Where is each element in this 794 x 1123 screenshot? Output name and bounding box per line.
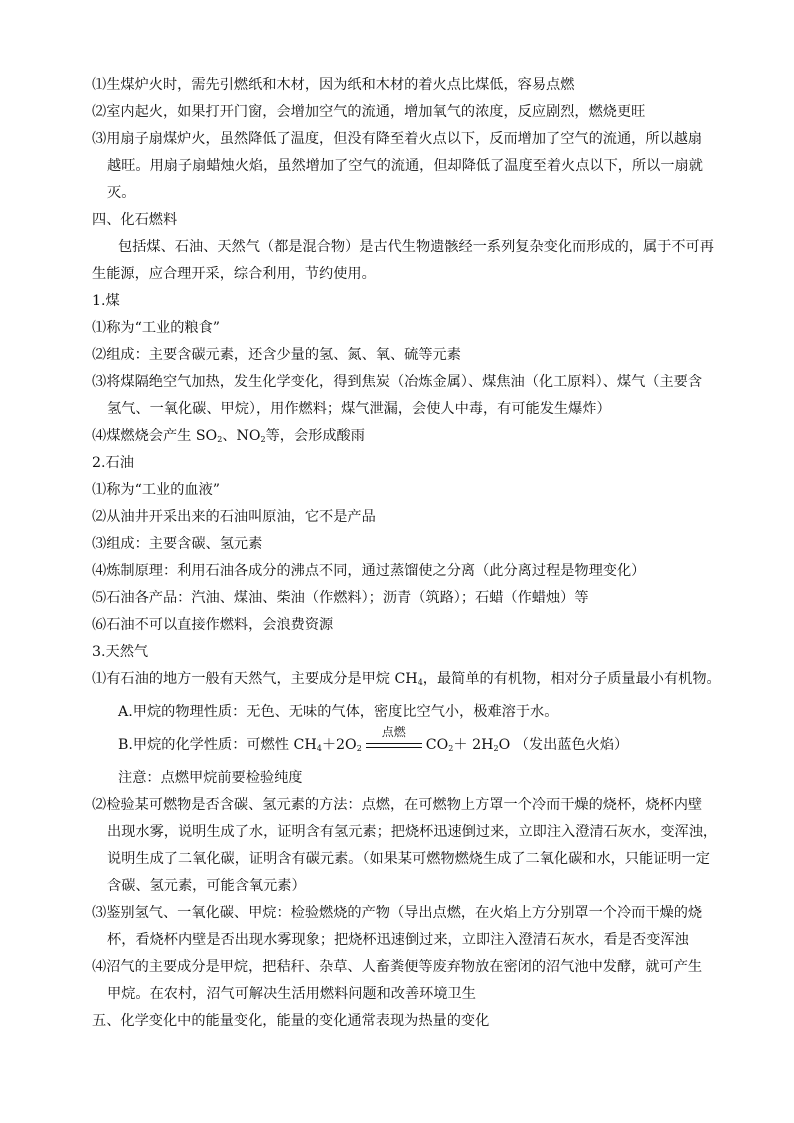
paragraph-line: ⑶组成：主要含碳、氢元素	[92, 536, 263, 552]
paragraph-line: 灭。	[107, 185, 136, 201]
subsection-heading: 3.天然气	[92, 644, 149, 660]
paragraph-line: 出现水雾，说明生成了水，证明含有氢元素；把烧杯迅速倒过来，立即注入澄清石灰水，变浑浊，	[107, 824, 718, 840]
paragraph-line: ⑷煤燃烧会产生 $SO_2$、$NO_2$等，会形成酸雨	[92, 428, 365, 444]
paragraph-line: ⑷沼气的主要成分是甲烷，把秸秆、杂草、人畜粪便等废弃物放在密闭的沼气池中发酵，就可产生	[92, 959, 703, 975]
paragraph-line: ⑴称为“工业的血液”	[92, 482, 221, 498]
paragraph-line: ⑷炼制原理：利用石油各成分的沸点不同，通过蒸馏使之分离（此分离过程是物理变化）	[92, 563, 646, 579]
chemical-equation-line: B.甲烷的化学性质：可燃性 $CH_4+2O_2$ 点燃 $CO_2+ 2H_2O$ （发出蓝色火焰）	[118, 725, 629, 753]
paragraph-line: 生能源，应合理开采，综合利用，节约使用。	[92, 266, 376, 282]
paragraph-line: 甲烷。在农村，沼气可解决生活用燃料问题和改善环境卫生	[107, 986, 476, 1002]
subsection-heading: 2.石油	[92, 455, 134, 471]
paragraph-line: A.甲烷的物理性质：无色、无味的气体，密度比空气小，极难溶于水。	[118, 704, 559, 720]
paragraph-line: ⑵检验某可燃物是否含碳、氢元素的方法：点燃，在可燃物上方罩一个冷而干燥的烧杯，烧杯内壁	[92, 797, 703, 813]
reaction-condition-arrow: 点燃	[366, 738, 422, 752]
paragraph-line: ⑵组成：主要含碳元素，还含少量的氢、氮、氧、硫等元素	[92, 347, 461, 363]
paragraph-line: ⑴生煤炉火时，需先引燃纸和木材，因为纸和木材的着火点比煤低，容易点燃	[92, 77, 575, 93]
paragraph-line: ⑸石油各产品：汽油、煤油、柴油（作燃料）；沥青（筑路）；石蜡（作蜡烛）等	[92, 590, 589, 606]
paragraph-line: ⑵从油井开采出来的石油叫原油，它不是产品	[92, 509, 376, 525]
paragraph-line: 含碳、氢元素，可能含氧元素）	[107, 878, 306, 894]
paragraph-line: 说明生成了二氧化碳，证明含有碳元素。（如果某可燃物燃烧生成了二氧化碳和水，只能证明一定	[107, 851, 710, 867]
paragraph-line: ⑶鉴别氢气、一氧化碳、甲烷：检验燃烧的产物（导出点燃，在火焰上方分别罩一个冷而干燥的烧	[92, 905, 703, 921]
paragraph-line: 包括煤、石油、天然气（都是混合物）是古代生物遗骸经一系列复杂变化而形成的，属于不可再	[118, 239, 714, 255]
paragraph-line: ⑶用扇子扇煤炉火，虽然降低了温度，但没有降至着火点以下，反而增加了空气的流通，所以越扇	[92, 131, 703, 147]
paragraph-line: ⑹石油不可以直接作燃料，会浪费资源	[92, 617, 334, 633]
paragraph-line: 氢气、一氧化碳、甲烷），用作燃料；煤气泄漏，会使人中毒，有可能发生爆炸）	[107, 401, 611, 417]
paragraph-line: ⑴有石油的地方一般有天然气，主要成分是甲烷 $CH_4$，最简单的有机物，相对分子质量最小有机物。	[92, 671, 721, 687]
section-heading: 五、化学变化中的能量变化，能量的变化通常表现为热量的变化	[92, 1013, 490, 1029]
paragraph-line: 杯，看烧杯内壁是否出现水雾现象；把烧杯迅速倒过来，立即注入澄清石灰水，看是否变浑浊	[107, 932, 689, 948]
note-line: 注意：点燃甲烷前要检验纯度	[118, 770, 303, 786]
document-body	[92, 72, 721, 1035]
paragraph-line: ⑶将煤隔绝空气加热，发生化学变化，得到焦炭（冶炼金属）、煤焦油（化工原料）、煤气（主要含	[92, 374, 703, 390]
subsection-heading: 1.煤	[92, 293, 120, 309]
paragraph-line: ⑵室内起火，如果打开门窗，会增加空气的流通，增加氧气的浓度，反应剧烈，燃烧更旺	[92, 104, 646, 120]
paragraph-line: ⑴称为“工业的粮食”	[92, 320, 221, 336]
section-heading: 四、化石燃料	[92, 212, 178, 228]
paragraph-line: 越旺。用扇子扇蜡烛火焰，虽然增加了空气的流通，但却降低了温度至着火点以下，所以一扇就	[107, 158, 703, 174]
